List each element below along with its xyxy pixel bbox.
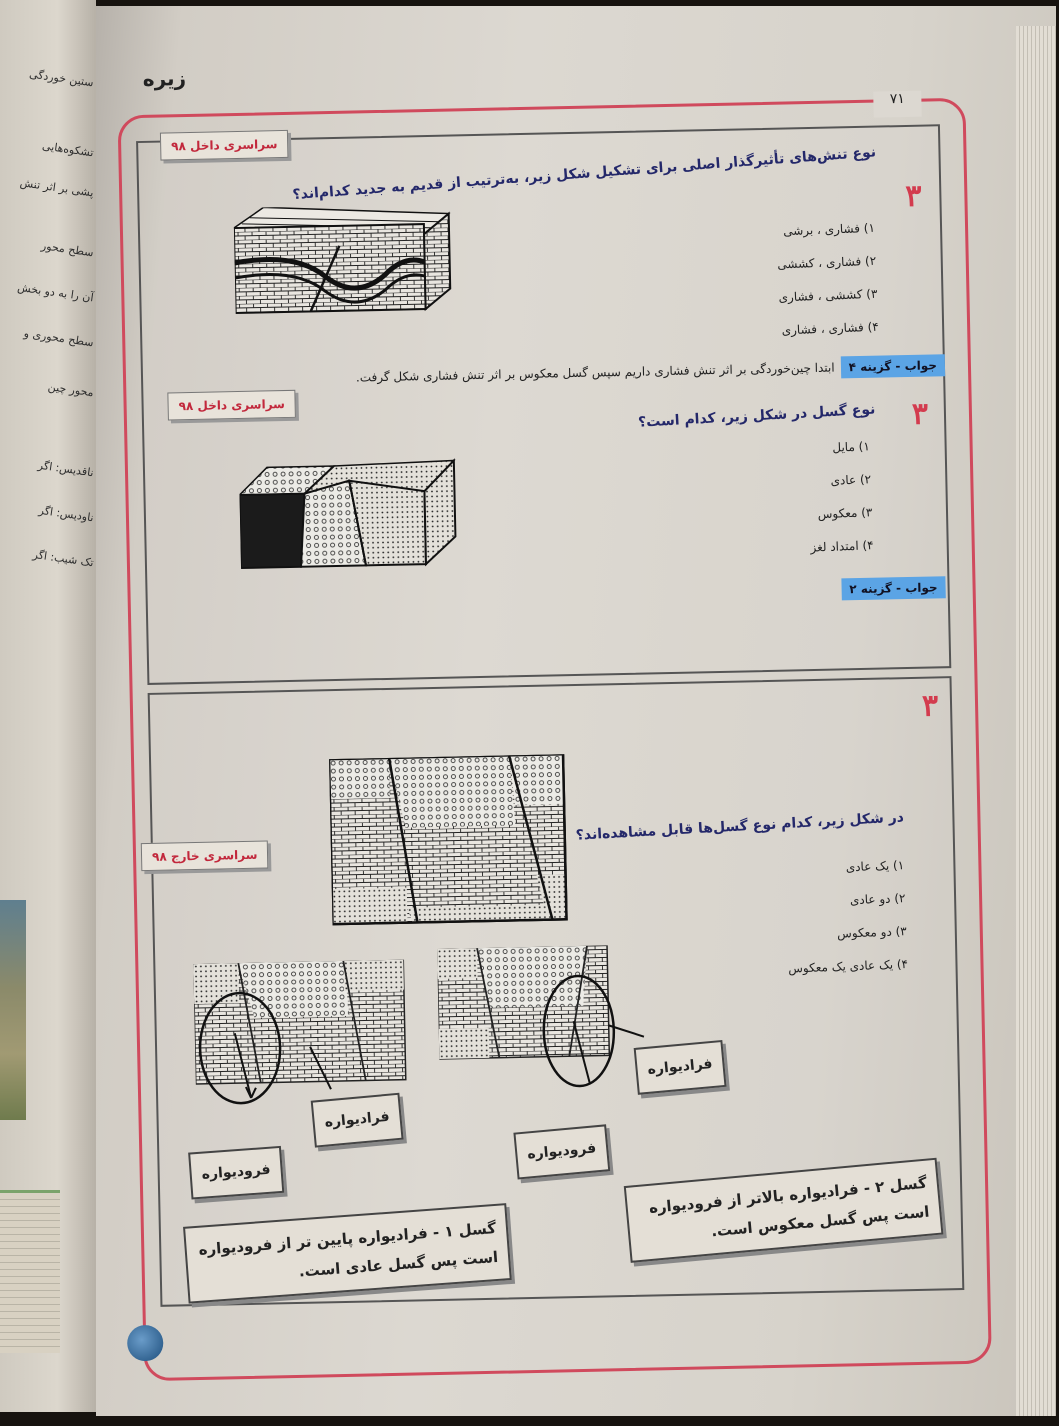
answer-badge: جواب - گزینه ۴ (840, 354, 945, 378)
source-label: سراسری خارج ۹۸ (141, 840, 269, 871)
option[interactable]: ۳) دو معکوس (837, 924, 908, 941)
option[interactable]: ۱) مایل (831, 439, 870, 455)
page-number: ۷۱ (873, 91, 922, 118)
option[interactable]: ۱) فشاری ، برشی (783, 220, 876, 239)
source-label: سراسری داخل ۹۸ (167, 390, 296, 421)
answer-row (835, 576, 946, 600)
left-page-fragment: آن را به دو بخش (16, 280, 95, 305)
fault-2-note: گسل ۲ - فرادیواره بالاتر از فرودیواره است پس گسل معکوس است. (624, 1158, 944, 1263)
question-number: ۳ (921, 688, 939, 724)
option[interactable]: ۲) عادی (830, 472, 872, 488)
question-number: ۳ (905, 178, 922, 214)
question-text: نوع تنش‌های تأثیرگذار اصلی برای تشکیل شکل زیر، به‌ترتیب از قدیم به جدید کدام‌اند؟ (292, 144, 877, 204)
two-fault-cross-section-figure (329, 754, 573, 929)
publisher-logo: زیره (142, 66, 187, 91)
left-page-fragment: ستین خوردگی (28, 67, 95, 90)
answer-badge: جواب - گزینه ۲ (841, 576, 946, 600)
question-number: ۳ (911, 396, 929, 432)
left-page-fragment: ناودیس: اگر (37, 503, 95, 525)
hanging-wall-label: فرادیواره (634, 1040, 727, 1094)
fault-1-diagram (193, 959, 426, 1114)
book-page (96, 6, 1056, 1416)
option[interactable]: ۳) کششی ، فشاری (778, 286, 878, 305)
option[interactable]: ۲) دو عادی (849, 891, 906, 908)
options-list (776, 221, 880, 357)
answer-explanation: ابتدا چین‌خوردگی بر اثر تنش فشاری داریم سپس گسل معکوس بر اثر تنش فشاری شکل گرفت. (355, 360, 835, 385)
left-page-fragment: ناقدیس: اگر (37, 458, 95, 480)
option[interactable]: ۳) معکوس (817, 505, 873, 522)
left-page-fragment: پشی بر اثر تنش (19, 176, 95, 200)
fault-1-note: گسل ۱ - فرادیواره پایین تر از فرودیواره است پس گسل عادی است. (183, 1203, 512, 1304)
options-list (806, 439, 874, 573)
left-page-photo (0, 900, 26, 1120)
left-page-fragment: محور چین (47, 380, 95, 400)
left-page-diagram (0, 1190, 60, 1353)
question-text: نوع گسل در شکل زیر، کدام است؟ (638, 401, 877, 431)
option[interactable]: ۴) امتداد لغز (809, 538, 874, 555)
fault-2-diagram (437, 944, 670, 1099)
question-text: در شکل زیر، کدام نوع گسل‌ها قابل مشاهده‌اند؟ (575, 809, 905, 844)
left-page-fragment: سطح محور (40, 239, 95, 260)
normal-fault-block-figure (239, 458, 461, 573)
foot-wall-label: فرودیواره (188, 1146, 284, 1199)
left-page-fragment: تشکوه‌هایی (41, 139, 95, 160)
left-page-fragment: سطح محوری و (23, 326, 95, 350)
options-list (784, 858, 909, 995)
left-page-fragment: تک شیب: اگر (31, 547, 95, 570)
hanging-wall-label: فرادیواره (311, 1093, 404, 1147)
option[interactable]: ۱) یک عادی (845, 858, 905, 875)
foot-wall-label: فرودیواره (513, 1124, 610, 1179)
folded-fault-block-figure (233, 203, 455, 318)
option[interactable]: ۴) فشاری ، فشاری (781, 319, 880, 338)
source-label: سراسری داخل ۹۸ (160, 130, 289, 161)
option[interactable]: ۴) یک عادی یک معکوس (788, 957, 909, 976)
left-page-edge (0, 0, 96, 1412)
option[interactable]: ۲) فشاری ، کششی (777, 253, 877, 272)
